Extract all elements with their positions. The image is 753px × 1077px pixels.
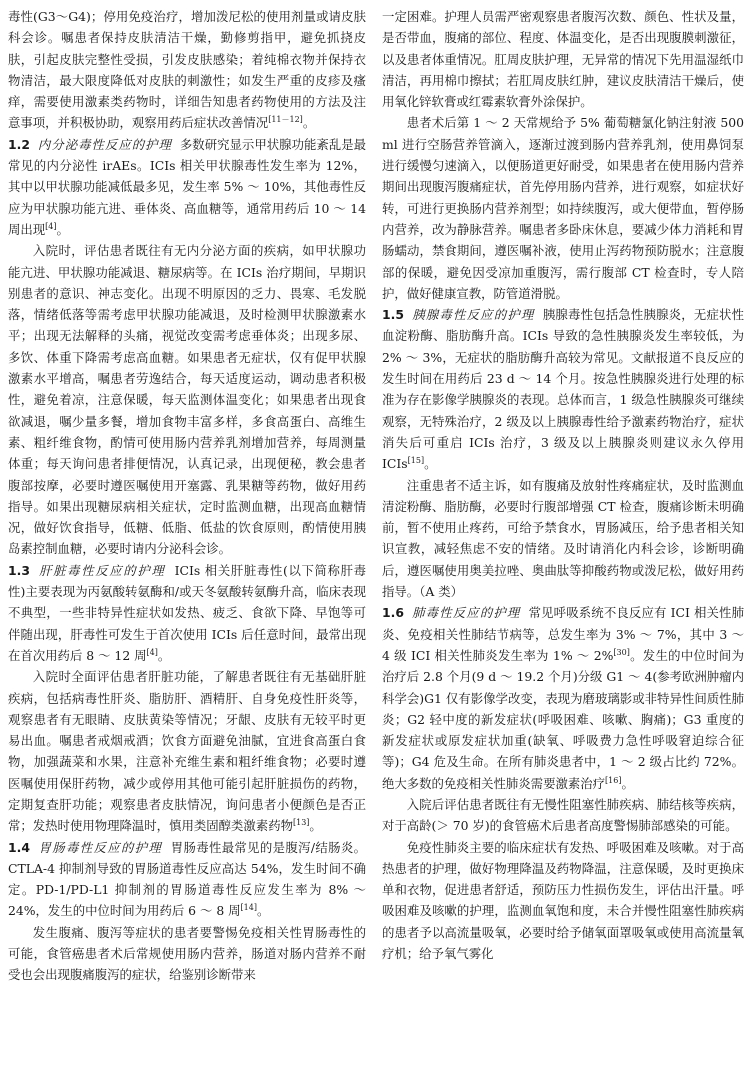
paragraph: 发生腹痛、腹泻等症状的患者要警惕免疫相关性胃肠毒性的可能，食管癌患者术后常规使用肠内营养，肠道对肠内营养不耐受也会出现腹痛腹泻的症状，给鉴别诊断带来 bbox=[8, 924, 366, 983]
body-text: 。 bbox=[424, 456, 437, 472]
body-text: 。 bbox=[56, 221, 69, 237]
section-1-3 bbox=[8, 560, 366, 666]
body-text: 常见呼吸系统不良反应有 ICI 相关性肺炎、免疫相关性肺结节病等，总发生率为 3% ～ 7%，其中 3 ～ 4 级 ICI 相关性肺炎发生率为 1% ～ 2% bbox=[382, 605, 744, 663]
section-title: 内分泌毒性反应的护理 bbox=[37, 136, 172, 152]
paragraph: 注重患者不适主诉，如有腹痛及放射性疼痛症状，及时监测血清淀粉酶、脂肪酶，必要时行腹部增强 CT 检查，腹痛诊断未明确前，暂不使用止疼药，可给予禁食水，胃肠减压，给予患者相关知识宣教，减轻焦虑不安的情绪。及时请消化内科会诊，诊断明确后，遵医嘱使用奥美拉唑、奥曲肽等抑酸药物或泼尼松，做好用药指导。（A 类） bbox=[382, 477, 744, 600]
paragraph: 入院后评估患者既往有无慢性阻塞性肺疾病、肺结核等疾病，对于高龄(＞ 70 岁)的食管癌术后患者高度警惕肺部感染的可能。 bbox=[382, 796, 744, 834]
citation: [11－12] bbox=[268, 115, 303, 125]
section-title: 胰腺毒性反应的护理 bbox=[412, 307, 535, 323]
body-text: 多数研究显示甲状腺功能紊乱是最常见的内分泌性 irAEs。ICIs 相关甲状腺毒性发生率为 12%，其中以甲状腺功能减低最多见，发生率 5% ～ 10%，其他毒性反应为甲状腺功能亢进、垂体炎、高血糖等，通常用药后 10 ～ 14 周出现 bbox=[8, 136, 366, 237]
citation: [4] bbox=[45, 221, 57, 231]
right-column bbox=[382, 6, 744, 964]
body-text: 。 bbox=[621, 775, 634, 791]
citation: [15] bbox=[407, 456, 425, 466]
section-number: 1.4 bbox=[8, 839, 30, 855]
body-text: 毒性(G3～G4)；停用免疫治疗，增加泼尼松的使用剂量或请皮肤科会诊。嘱患者保持皮肤清洁干燥，勤修剪指甲，避免抓挠皮肤，引起皮肤完整性受损，引发皮肤感染；着纯棉衣物并保持衣物清洁，最大限度降低对皮肤的刺激性；如发生严重的皮疹及瘙痒，需要使用激素类药物时，详细告知患者药物使用的方法及注意事项，并积极协助，观察用药后症状改善情况 bbox=[8, 9, 366, 131]
body-text: 。 bbox=[256, 903, 270, 919]
section-number: 1.2 bbox=[8, 136, 30, 152]
section-number: 1.3 bbox=[8, 562, 30, 578]
body-text: 胃肠毒性最常见的是腹泻/结肠炎。CTLA-4 抑制剂导致的胃肠道毒性反应高达 54%，发生时间不确定。PD-1/PD-L1 抑制剂的胃肠道毒性反应发生率为 8% ～ 24%，发生的中位时间为用药后 6 ～ 8 周 bbox=[8, 839, 366, 919]
paragraph: 入院时，评估患者既往有无内分泌方面的疾病，如甲状腺功能亢进、甲状腺功能减退、糖尿病等。在 ICIs 治疗期间，早期识别患者的意识、神志变化。出现不明原因的乏力、畏寒、毛发脱落，情绪低落等需考虑甲状腺功能减退，及时检测甲状腺激素水平；出现无法解释的头痛，视觉改变需考虑垂体炎；出现多尿、多饮、体重下降需考虑高血糖。如果患者无症状，仅有促甲状腺激素水平增高，嘱患者劳逸结合，每天适度运动，调动患者积极性，避免着凉，注意保暖，每天监测体温变化；如果患者出现食欲减退，嘱少量多餐，增加食物丰富多样，多食高蛋白、高维生素、粗纤维食物，酌情可使用肠内营养乳剂增加营养，每周测量体重；每天询问患者排便情况，认真记录，出现便秘，教会患者腹部按摩，必要时遵医嘱使用开塞露、乳果糖等药物，做好用药指导。如果出现糖尿病相关症状，定时监测血糖，出现高血糖情况，做好饮食指导，低糖、低脂、低盐的饮食原则，酌情使用胰岛素控制血糖，必要时请内分泌科会诊。 bbox=[8, 243, 366, 557]
citation: [30] bbox=[613, 647, 630, 657]
section-number: 1.5 bbox=[382, 307, 404, 323]
body-text: 。 bbox=[157, 647, 171, 663]
section-title: 肺毒性反应的护理 bbox=[412, 605, 521, 621]
section-1-5 bbox=[382, 304, 744, 474]
section-1-6 bbox=[382, 602, 744, 794]
body-text: ICIs 相关肝脏毒性(以下简称肝毒性)主要表现为丙氨酸转氨酶和/或天冬氨酸转氨酶升高，临床表现不典型，一些非特异性症状如发热、疲乏、食欲下降、早饱等可伴随出现，肝毒性可发生于首次使用 ICIs 后任意时间，最常出现在首次用药后 8 ～ 12 周 bbox=[8, 562, 366, 663]
citation: [16] bbox=[605, 775, 622, 785]
left-column bbox=[8, 6, 366, 986]
paragraph bbox=[8, 666, 366, 836]
section-number: 1.6 bbox=[382, 605, 404, 621]
paragraph: 患者术后第 1 ～ 2 天常规给予 5% 葡萄糖氯化钠注射液 500 ml 进行空肠营养管滴入，逐渐过渡到肠内营养乳剂，使用鼻饲泵进行缓慢匀速滴入，以便肠道更好耐受，如果患者在使用肠内营养期间出现腹泻腹痛症状，首先停用肠内营养，进行观察，如症状好转，可进行更换肠内营养剂型；如持续腹泻，或大便带血，暂停肠内营养，改为静脉营养。嘱患者多卧床休息，要减少体力消耗和胃肠蠕动，禁食期间，遵医嘱补液，使用止泻药物预防脱水；注意腹部的保暖，避免因受凉加重腹泻，需行腹部 CT 检查时，专人陪护，做好健康宣教，防管道滑脱。 bbox=[382, 115, 744, 301]
section-1-2 bbox=[8, 134, 366, 240]
section-title: 肝脏毒性反应的护理 bbox=[39, 562, 166, 578]
paragraph: 一定困难。护理人员需严密观察患者腹泻次数、颜色、性状及量，是否带血，腹痛的部位、程度、体温变化，是否出现腹膜刺激征，以及患者体重情况。肛周皮肤护理，无异常的情况下先用温湿纸巾清洁，再用棉巾擦拭；若肛周皮肤红肿，建议皮肤清洁干燥后，使用氧化锌软膏或红霉素软膏外涂保护。 bbox=[382, 9, 744, 110]
body-text: 。发生的中位时间为治疗后 2.8 个月(9 d ～ 19.2 个月)分级 G1 ～ 4(参考欧洲肿瘤内科学会)G1 仅有影像学改变，表现为磨玻璃影或非特异性间质性肺炎；G2 轻中度的新发症状(呼吸困难、咳嗽、胸痛)；G3 重度的新发症状或原发症状加重(缺氧、呼吸费力急性呼吸窘迫综合征等)；G4 危及生命。在所有肺炎患者中，1 ～ 2 级占比约 72%。绝大多数的免疫相关性肺炎需要激素治疗 bbox=[382, 647, 744, 791]
citation: [4] bbox=[146, 647, 158, 657]
body-text: 胰腺毒性包括急性胰腺炎，无症状性血淀粉酶、脂肪酶升高。ICIs 导致的急性胰腺炎发生率较低，为 2% ～ 3%，无症状的脂肪酶升高较为常见。文献报道不良反应的发生时间在用药后 23 d ～ 14 个月。按急性胰腺炎进行处理的标准为存在影像学胰腺炎的表现。总体而言，1 级急性胰腺炎可继续观察，无特殊治疗，2 级及以上胰腺毒性给予激素药物治疗，症状消失后可重启 ICIs 治疗，3 级及以上胰腺炎则建议永久停用 ICIs bbox=[382, 307, 745, 472]
body-text: 入院时全面评估患者肝脏功能，了解患者既往有无基础肝脏疾病，包括病毒性肝炎、脂肪肝、酒精肝、自身免疫性肝炎等，观察患者有无眼睛、皮肤黄染等情况；牙龈、皮肤有无较平时更易出血。嘱患者戒烟戒酒；饮食方面避免油腻，宜进食高蛋白食物，加强蔬菜和水果，注意补充维生素和粗纤维食物；必要时遵医嘱使用保肝药物，减少或停用其他可能引起肝脏损伤的药物，定期复查肝功能；观察患者皮肤情况，询问患者小便颜色是否正常；发热时使用物理降温时，慎用类固醇类激素药物 bbox=[8, 669, 366, 834]
paragraph bbox=[8, 6, 366, 134]
section-title: 胃肠毒性反应的护理 bbox=[38, 839, 163, 855]
citation: [14] bbox=[240, 903, 257, 913]
body-text: 。 bbox=[302, 115, 316, 131]
section-1-4 bbox=[8, 837, 366, 922]
body-text: 。 bbox=[309, 818, 322, 834]
paragraph: 免疫性肺炎主要的临床症状有发热、呼吸困难及咳嗽。对于高热患者的护理，做好物理降温及药物降温，注意保暖，及时更换床单和衣物，促进患者舒适，预防压力性损伤发生，评估出汗量。呼吸困难及咳嗽的护理，监测血氧饱和度，未合并慢性阻塞性肺疾病的患者予以高流量吸氧，必要时给予储氧面罩吸氧或使用高流量氧疗机；给予氧气雾化 bbox=[382, 839, 744, 962]
citation: [13] bbox=[292, 818, 310, 828]
